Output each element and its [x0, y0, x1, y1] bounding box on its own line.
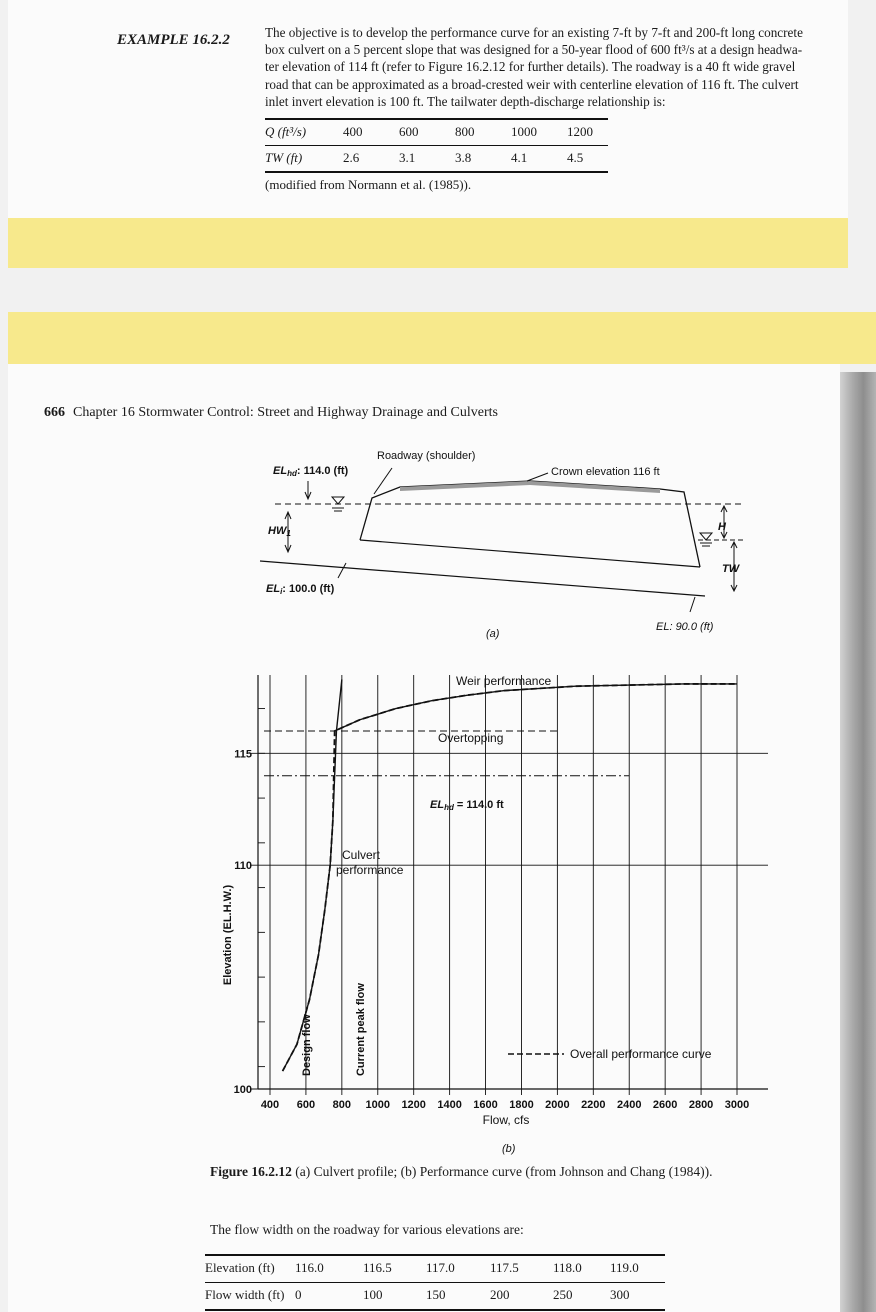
- panel-b-label: (b): [502, 1143, 516, 1155]
- table-cell: 100: [363, 1283, 426, 1311]
- x-tick-label: 3000: [724, 1099, 750, 1111]
- overall-performance-line: [283, 684, 737, 1071]
- x-tick-labels: [261, 1099, 749, 1111]
- performance-chart: [222, 674, 768, 1155]
- table-cell: 1000: [511, 119, 567, 146]
- crown-pointer: [527, 473, 548, 481]
- weir-performance-line: [335, 684, 737, 731]
- weir-label: Weir performance: [456, 674, 552, 688]
- hw-label: HW1: [268, 525, 291, 538]
- panel-a-label: (a): [486, 628, 500, 640]
- x-tick-label: 800: [332, 1099, 352, 1111]
- table-cell: 118.0: [553, 1255, 610, 1283]
- table-row: [205, 1283, 665, 1311]
- elhd-label: ELhd: 114.0 (ft): [273, 465, 349, 478]
- table-cell: 0: [295, 1283, 363, 1311]
- eli-label: ELi: 100.0 (ft): [266, 583, 335, 596]
- table-cell: 3.1: [399, 146, 455, 173]
- roadway-label: Roadway (shoulder): [377, 450, 476, 462]
- example-line: box culvert on a 5 percent slope that was designed for a 50-year flood of 600 ft³/s at a design headwa-: [265, 42, 803, 58]
- table-cell: 1200: [567, 119, 608, 146]
- x-tick-label: 2200: [581, 1099, 606, 1111]
- vertical-marker-label: Design flow: [300, 1014, 313, 1076]
- profile-labels: [266, 450, 741, 640]
- flow-width-intro: The flow width on the roadway for various elevations are:: [210, 1222, 524, 1237]
- elout-label: EL: 90.0 (ft): [656, 621, 714, 633]
- eli-pointer: [338, 563, 346, 578]
- source-note: (modified from Normann et al. (1985)).: [265, 177, 472, 192]
- figure-caption: [210, 1164, 713, 1180]
- table-cell: 300: [610, 1283, 665, 1311]
- figure-label: Figure 16.2.12: [210, 1164, 292, 1179]
- example-label: EXAMPLE 16.2.2: [117, 32, 230, 48]
- table-cell: 117.0: [426, 1255, 490, 1283]
- caption-text: (a) Culvert profile; (b) Performance curve (from Johnson and Chang (1984)).: [295, 1164, 713, 1179]
- y-axis-label: Elevation (EL.H.W.): [222, 884, 234, 986]
- x-tick-label: 1800: [509, 1099, 534, 1111]
- culvert-label-2: performance: [336, 863, 404, 877]
- overtopping-label: Overtopping: [438, 731, 504, 745]
- table-row: [205, 1255, 665, 1283]
- table-cell: 250: [553, 1283, 610, 1311]
- x-tick-label: 2400: [616, 1099, 642, 1111]
- tw-label: TW (ft): [265, 146, 343, 173]
- table-cell: 116.5: [363, 1255, 426, 1283]
- crown-label: Crown elevation 116 ft: [551, 466, 660, 478]
- table-cell: 4.5: [567, 146, 608, 173]
- x-tick-label: 600: [296, 1099, 316, 1111]
- x-tick-label: 1600: [473, 1099, 498, 1111]
- vertical-marker-labels: [301, 983, 367, 1076]
- vertical-marker-label: Current peak flow: [354, 983, 367, 1076]
- table-cell: 600: [399, 119, 455, 146]
- example-line: ter elevation of 114 ft (refer to Figure 16.2.12 for further details). The roadway is a 40 ft wide gravel: [265, 59, 796, 75]
- table-cell: 200: [490, 1283, 553, 1311]
- table-cell: 117.5: [490, 1255, 553, 1283]
- table-cell: 800: [455, 119, 511, 146]
- elev-label: Elevation (ft): [205, 1255, 295, 1283]
- chapter-title: Chapter 16 Stormwater Control: Street and Highway Drainage and Culverts: [73, 405, 498, 420]
- table-cell: 400: [343, 119, 399, 146]
- example-line: road that can be approximated as a broad-crested weir with centerline elevation of 116 ft. The culvert: [265, 76, 799, 92]
- culvert-top: [360, 540, 700, 567]
- culvert-performance-line: [283, 679, 342, 1071]
- table-cell: 4.1: [511, 146, 567, 173]
- x-tick-label: 2000: [545, 1099, 570, 1111]
- y-tick-label: 100: [233, 1084, 252, 1096]
- example-line: inlet invert elevation is 100 ft. The tailwater depth-discharge relationship is:: [265, 93, 666, 109]
- flow-width-table: [205, 1254, 665, 1311]
- y-tick-label: 115: [234, 748, 252, 761]
- table-cell: 150: [426, 1283, 490, 1311]
- water-symbol-left: [332, 497, 344, 511]
- table-cell: 2.6: [343, 146, 399, 173]
- x-tick-label: 400: [260, 1099, 280, 1111]
- width-label: Flow width (ft): [205, 1283, 295, 1311]
- table-cell: 3.8: [455, 146, 511, 173]
- y-tick-labels: [234, 748, 252, 1096]
- x-axis-label: Flow, cfs: [482, 1113, 530, 1127]
- x-tick-label: 2600: [652, 1099, 678, 1111]
- road-surface: [400, 481, 660, 493]
- elout-pointer: [690, 597, 695, 612]
- table-cell: 116.0: [295, 1255, 363, 1283]
- q-label: Q (ft³/s): [265, 119, 343, 146]
- culvert-label: Culvert: [342, 848, 381, 862]
- x-tick-label: 1000: [365, 1099, 391, 1111]
- elhd-line-label: ELhd = 114.0 ft: [430, 799, 504, 812]
- y-tick-label: 110: [234, 860, 252, 873]
- example-line: The objective is to develop the performance curve for an existing 7-ft by 7-ft and 200-ft long concrete: [265, 25, 803, 40]
- table-cell: 119.0: [610, 1255, 665, 1283]
- x-tick-label: 1200: [401, 1099, 426, 1111]
- x-tick-label: 2800: [688, 1099, 714, 1111]
- legend-label: Overall performance curve: [570, 1047, 712, 1061]
- h-label: H: [718, 521, 726, 533]
- page-number: 666: [44, 405, 65, 420]
- tw-label: TW: [722, 563, 740, 575]
- roadway-pointer: [374, 468, 392, 494]
- x-tick-label: 1400: [437, 1099, 462, 1111]
